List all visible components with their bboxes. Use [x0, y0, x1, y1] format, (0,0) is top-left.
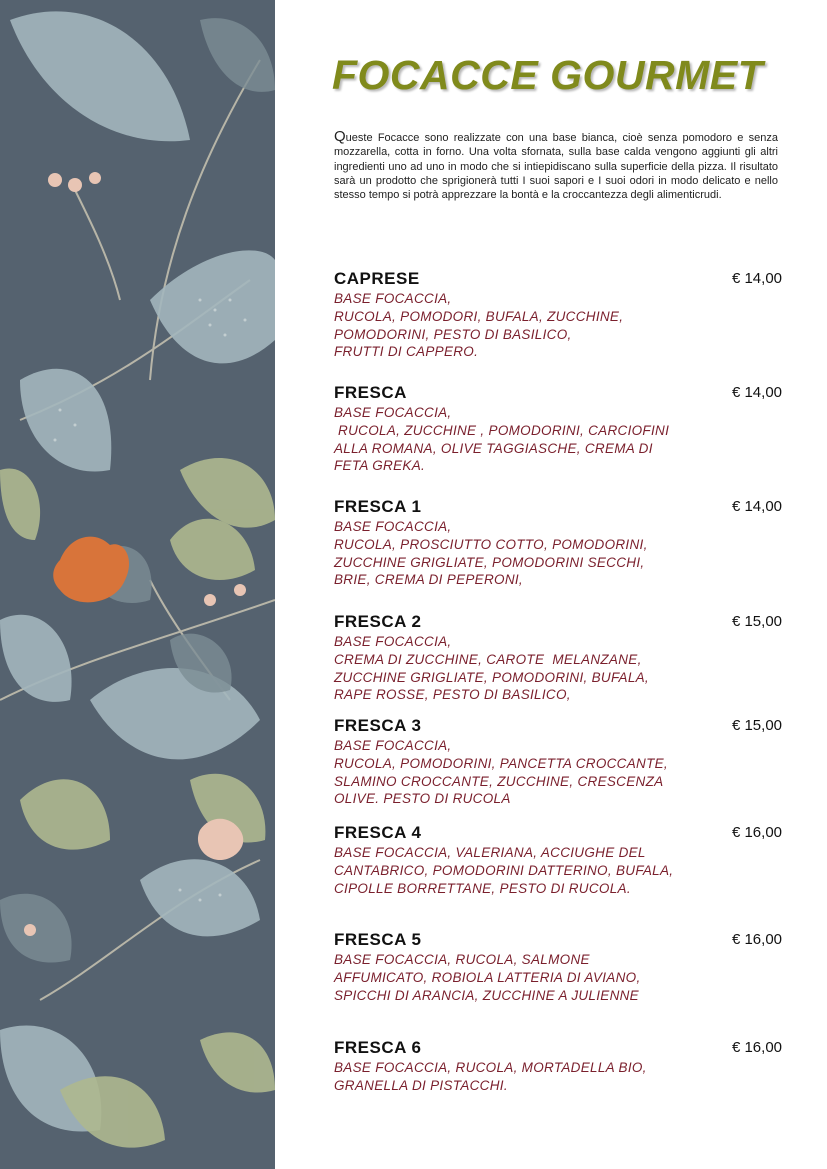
- ingredient-line: POMODORINI, PESTO DI BASILICO,: [334, 326, 572, 342]
- item-ingredients: [334, 844, 780, 897]
- menu-item-fresca-3: [334, 716, 780, 808]
- item-price: € 16,00: [731, 1039, 782, 1056]
- item-ingredients: [334, 633, 780, 704]
- ingredient-line: RUCOLA, POMODORI, BUFALA, ZUCCHINE,: [334, 308, 624, 324]
- page-title: FOCACCE GOURMET: [332, 52, 764, 98]
- menu-item-fresca: [334, 383, 780, 475]
- menu-item-fresca-4: [334, 823, 780, 897]
- item-name: FRESCA 1: [334, 497, 422, 516]
- item-price: € 14,00: [731, 384, 782, 401]
- item-name: FRESCA: [334, 383, 407, 402]
- item-ingredients: [334, 404, 780, 475]
- ingredient-line: RAPE ROSSE, PESTO DI BASILICO,: [334, 687, 571, 703]
- ingredient-line: BASE FOCACCIA,: [334, 738, 452, 753]
- ingredient-line: SPICCHI DI ARANCIA, ZUCCHINE A JULIENNE: [334, 987, 639, 1003]
- intro-drop-cap: Q: [334, 128, 346, 145]
- ingredient-line: CREMA DI ZUCCHINE, CAROTE MELANZANE,: [334, 651, 642, 667]
- item-ingredients: [334, 290, 780, 361]
- ingredient-line: BASE FOCACCIA, VALERIANA, ACCIUGHE DEL: [334, 845, 646, 860]
- item-price: € 16,00: [731, 931, 782, 948]
- item-price: € 14,00: [731, 498, 782, 515]
- item-name: FRESCA 5: [334, 930, 422, 949]
- ingredient-line: BASE FOCACCIA,: [334, 634, 452, 649]
- ingredient-line: CANTABRICO, POMODORINI DATTERINO, BUFALA,: [334, 862, 674, 878]
- ingredient-line: BASE FOCACCIA, RUCOLA, SALMONE: [334, 952, 590, 967]
- ingredient-line: SLAMINO CROCCANTE, ZUCCHINE, CRESCENZA: [334, 773, 664, 789]
- ingredient-line: RUCOLA, PROSCIUTTO COTTO, POMODORINI,: [334, 536, 648, 552]
- ingredient-line: ALLA ROMANA, OLIVE TAGGIASCHE, CREMA DI: [334, 440, 653, 456]
- item-ingredients: [334, 951, 780, 1004]
- menu-item-fresca-5: [334, 930, 780, 1004]
- item-ingredients: [334, 737, 780, 808]
- menu-item-fresca-1: [334, 497, 780, 589]
- item-name: FRESCA 4: [334, 823, 422, 842]
- item-name: FRESCA 2: [334, 612, 422, 631]
- item-name: FRESCA 3: [334, 716, 422, 735]
- ingredient-line: BASE FOCACCIA, RUCOLA, MORTADELLA BIO,: [334, 1060, 647, 1075]
- ingredient-line: RUCOLA, ZUCCHINE , POMODORINI, CARCIOFINI: [334, 422, 670, 438]
- floral-leaf-pattern-icon: [0, 0, 275, 1169]
- item-price: € 14,00: [731, 270, 782, 287]
- menu-content: [330, 0, 790, 1169]
- ingredient-line: BASE FOCACCIA,: [334, 291, 452, 306]
- menu-item-fresca-2: [334, 612, 780, 704]
- intro-text: ueste Focacce sono realizzate con una base bianca, cioè senza pomodoro e senza mozzarella, cotta in forno. Una volta sfornata, sulla base calda vengono aggiunti gli altri ingredienti uno ad uno in modo che si intiepidiscano sulla superficie della pizza. Il risultato sarà un prodotto che sprigionerà tutti I suoi sapori e I suoi odori in modo delicato e nello stesso tempo si potrà apprezzare la bontà e la croccantezza degli alimenticrudi.: [334, 132, 778, 202]
- item-name: CAPRESE: [334, 269, 420, 288]
- ingredient-line: BASE FOCACCIA,: [334, 405, 452, 420]
- ingredient-line: GRANELLA DI PISTACCHI.: [334, 1077, 508, 1093]
- menu-item-fresca-6: [334, 1038, 780, 1095]
- item-price: € 15,00: [731, 613, 782, 630]
- ingredient-line: RUCOLA, POMODORINI, PANCETTA CROCCANTE,: [334, 755, 668, 771]
- menu-item-caprese: [334, 269, 780, 361]
- item-price: € 16,00: [731, 824, 782, 841]
- ingredient-line: BASE FOCACCIA,: [334, 519, 452, 534]
- ingredient-line: ZUCCHINE GRIGLIATE, POMODORINI, BUFALA,: [334, 669, 649, 685]
- item-ingredients: [334, 1059, 780, 1095]
- item-ingredients: [334, 518, 780, 589]
- item-name: FRESCA 6: [334, 1038, 422, 1057]
- floral-side-panel: [0, 0, 275, 1169]
- ingredient-line: OLIVE. PESTO DI RUCOLA: [334, 791, 511, 807]
- ingredient-line: CIPOLLE BORRETTANE, PESTO DI RUCOLA.: [334, 880, 631, 896]
- item-price: € 15,00: [731, 717, 782, 734]
- ingredient-line: BRIE, CREMA DI PEPERONI,: [334, 572, 523, 588]
- ingredient-line: FRUTTI DI CAPPERO.: [334, 344, 479, 360]
- ingredient-line: ZUCCHINE GRIGLIATE, POMODORINI SECCHI,: [334, 554, 645, 570]
- ingredient-line: AFFUMICATO, ROBIOLA LATTERIA DI AVIANO,: [334, 969, 641, 985]
- intro-paragraph: [334, 130, 778, 202]
- ingredient-line: FETA GREKA.: [334, 458, 426, 474]
